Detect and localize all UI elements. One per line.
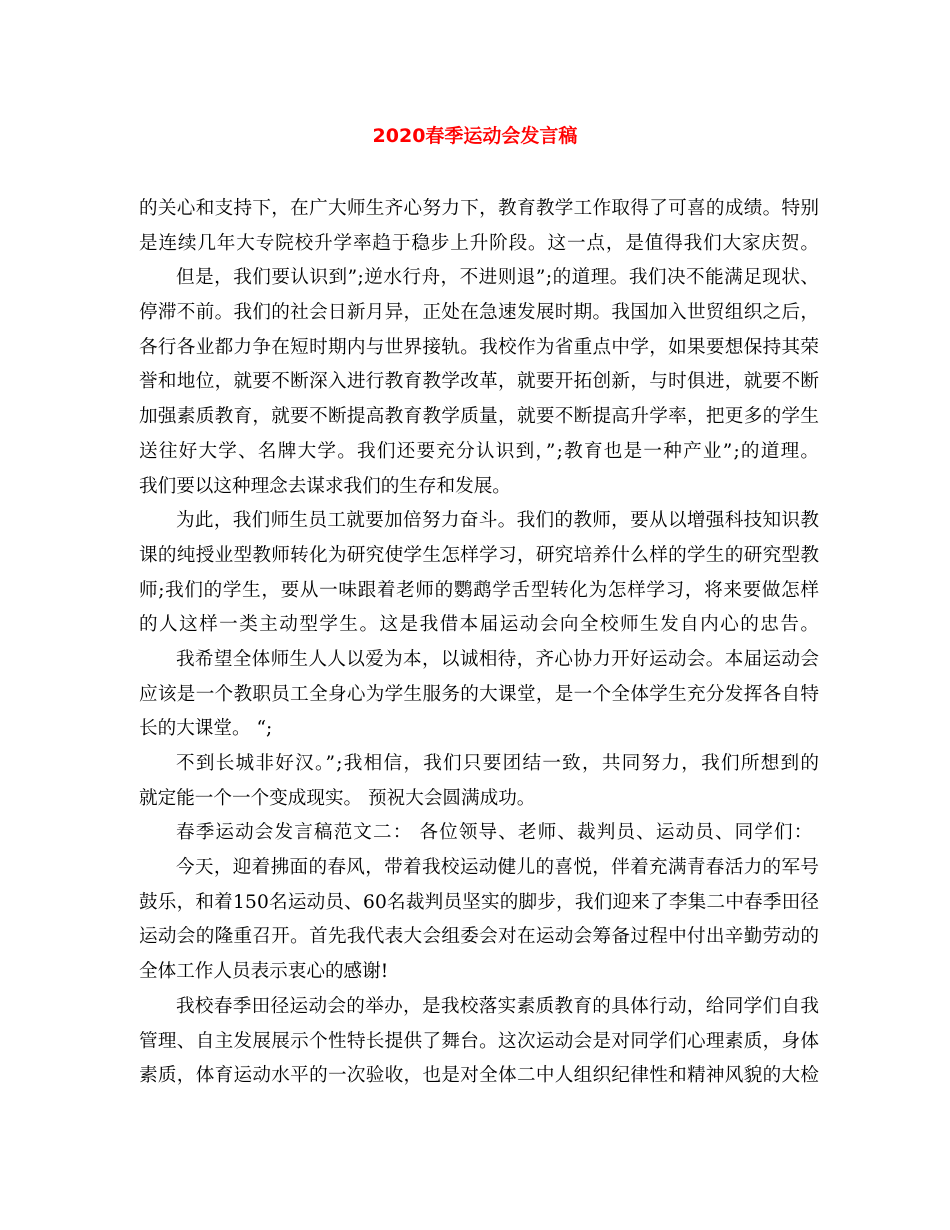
body-line: 今天，迎着拂面的春风，带着我校运动健儿的喜悦，伴着充满青春活力的军号	[176, 857, 820, 879]
body-line: 但是，我们要认识到”;逆水行舟，不进则退”;的道理。我们决不能满足现状、	[176, 267, 820, 289]
body-line: 春季运动会发言稿范文二： 各位领导、老师、裁判员、运动员、同学们：	[176, 822, 814, 844]
body-line: 素质，体育运动水平的一次验收，也是对全体二中人组织纪律性和精神风貌的大检	[139, 1065, 820, 1087]
body-line: 我们要以这种理念去谋求我们的生存和发展。	[139, 475, 511, 497]
body-line: 我校春季田径运动会的举办，是我校落实素质教育的具体行动，给同学们自我	[176, 995, 820, 1017]
body-line: 鼓乐，和着150名运动员、60名裁判员坚实的脚步，我们迎来了李集二中春季田径	[139, 891, 820, 913]
document-body	[139, 192, 819, 1094]
body-line: 不到长城非好汉。”;我相信，我们只要团结一致，共同努力，我们所想到的	[176, 753, 821, 774]
body-line: 送往好大学、名牌大学。我们还要充分认识到，”;教育也是一种产业”;的道理。	[139, 440, 821, 462]
body-line: 加强素质教育，就要不断提高教育教学质量，就要不断提高升学率，把更多的学生	[139, 406, 820, 428]
body-line: 运动会的隆重召开。首先我代表大会组委会对在运动会筹备过程中付出辛勤劳动的	[139, 926, 820, 948]
body-line: 应该是一个教职员工全身心为学生服务的大课堂，是一个全体学生充分发挥各自特	[139, 683, 820, 705]
body-line: 管理、自主发展展示个性特长提供了舞台。这次运动会是对同学们心理素质，身体	[139, 1030, 820, 1052]
body-line: 为此，我们师生员工就要加倍努力奋斗。我们的教师，要从以增强科技知识教	[176, 510, 820, 532]
body-line: 全体工作人员表示衷心的感谢!	[139, 961, 389, 983]
body-line: 课的纯授业型教师转化为研究使学生怎样学习，研究培养什么样的学生的研究型教	[139, 544, 820, 566]
document-title: 2020春季运动会发言稿	[372, 125, 578, 147]
body-line: 停滞不前。我们的社会日新月异，正处在急速发展时期。我国加入世贸组织之后，	[139, 302, 820, 324]
body-line: 各行各业都力争在短时期内与世界接轨。我校作为省重点中学，如果要想保持其荣	[139, 336, 820, 358]
body-line: 长的大课堂。 “;	[139, 718, 273, 740]
body-line: 师;我们的学生，要从一味跟着老师的鹦鹉学舌型转化为怎样学习，将来要做怎样	[139, 579, 820, 601]
body-line: 誉和地位，就要不断深入进行教育教学改革，就要开拓创新，与时俱进，就要不断	[139, 371, 820, 393]
body-line: 就定能一个一个变成现实。 预祝大会圆满成功。	[139, 787, 536, 809]
body-line: 的人这样一类主动型学生。这是我借本届运动会向全校师生发自内心的忠告。	[139, 614, 821, 636]
body-line: 的关心和支持下，在广大师生齐心努力下，教育教学工作取得了可喜的成绩。特别	[139, 198, 820, 219]
body-line: 是连续几年大专院校升学率趋于稳步上升阶段。这一点，是值得我们大家庆贺。	[139, 232, 820, 254]
body-line: 我希望全体师生人人以爱为本，以诚相待，齐心协力开好运动会。本届运动会	[176, 648, 820, 670]
